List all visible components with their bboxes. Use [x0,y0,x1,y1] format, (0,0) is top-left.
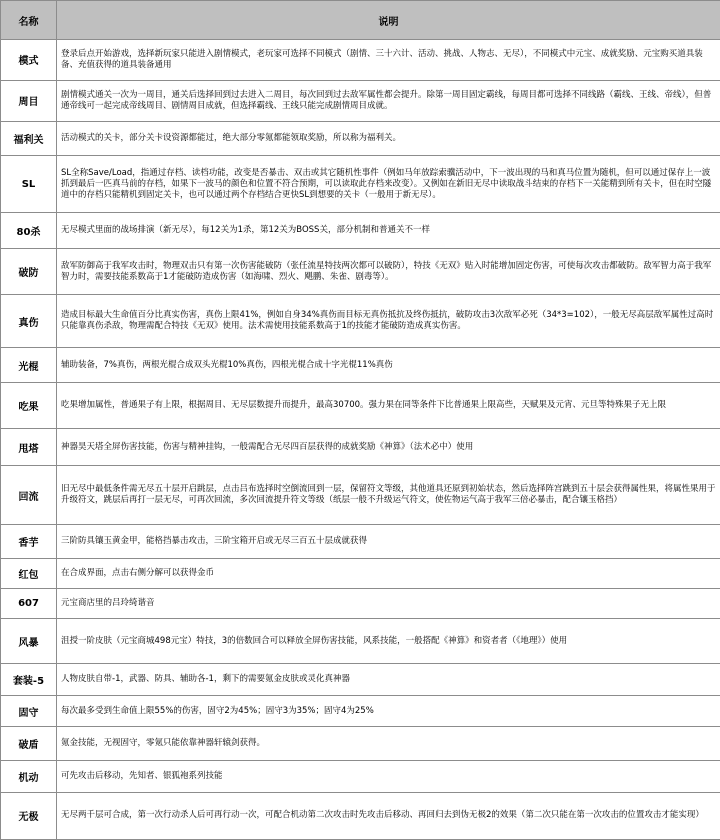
term-cell: 回流 [1,466,57,525]
term-cell: 607 [1,589,57,619]
header-description: 说明 [57,1,720,40]
term-cell: 光棍 [1,348,57,383]
table-row [1,695,720,727]
description-cell: SL全称Save/Load，指通过存档、读档功能，改变是否暴击、双击或其它随机性事件（例如马年放踪索骥活动中，下一波出现的马和真马位置为随机，但可以通过保存上一波抓到最后一匹真马前的存档，如果下一波马的颜色和位置不符合预期，可以读取此存档来改变）。又例如在新旧无尽中读取战斗结束的存档下一关能精到所有关卡，但在时空隧道中的存档只能精机到固定关卡，也可以通过两个存档结合更快SL到想要的关卡（一般用于新无尽）。 [57,155,720,212]
header-row [1,1,720,40]
table-row [1,80,720,122]
term-cell: 红包 [1,558,57,588]
term-cell: SL [1,155,57,212]
header-term: 名称 [1,1,57,40]
description-cell: 无尽模式里面的战场排演（新无尽），每12关为1杀，第12关为BOSS关，部分机制和普通关不一样 [57,213,720,249]
table-row [1,727,720,761]
table-row [1,664,720,696]
term-cell: 风暴 [1,619,57,664]
table-row [1,619,720,664]
table-row [1,40,720,81]
description-cell: 元宝商店里的吕玲绮谐音 [57,589,720,619]
table-row [1,249,720,295]
table-row [1,589,720,619]
table-row [1,155,720,212]
table-row [1,466,720,525]
term-cell: 福利关 [1,122,57,156]
table-row [1,383,720,429]
description-cell: 氪金技能，无视固守，零氪只能依靠神器轩辕剑获得。 [57,727,720,761]
description-cell: 活动模式的关卡，部分关卡设资源都能过，绝大部分零氪都能领取奖励，所以称为福利关。 [57,122,720,156]
description-cell: 辅助装备，7%真伤，两根光棍合成双头光棍10%真伤，四根光棍合成十字光棍11%真伤 [57,348,720,383]
description-cell: 无尽两千层可合成，第一次行动杀人后可再行动一次，可配合机动第二次攻击时先攻击后移动、再回归去到伪无极2的效果（第二次只能在第一次攻击的位置攻击才能实现） [57,792,720,839]
table-row [1,429,720,466]
description-cell: 登录后点开始游戏，选择新玩家只能进入剧情模式，老玩家可选择不同模式（剧情、三十六计、活动、挑战、人物志、无尽），不同模式中元宝、成就奖励、元宝购买道具装备、充值获得的道具装备通用 [57,40,720,81]
table-row [1,213,720,249]
description-cell: 剧情模式通关一次为一周目，通关后选择回到过去进入二周目，每次回到过去敌军属性都会提升。除第一周目固定霸线，每周目都可选择不同线路（霸线、王线、帝线），但普通帝线可一起完成帝线周目、剧情周目成就，但选择霸线、王线只能完成剧情周目成就。 [57,80,720,122]
table-row [1,761,720,793]
term-cell: 香芋 [1,524,57,558]
term-cell: 80杀 [1,213,57,249]
term-cell: 固守 [1,695,57,727]
table-row [1,122,720,156]
term-cell: 周目 [1,80,57,122]
description-cell: 人物皮肤自带-1，武器、防具、辅助各-1，剩下的需要氪金皮肤或灵化真神器 [57,664,720,696]
term-cell: 模式 [1,40,57,81]
description-cell: 神器昊天塔全屏伤害技能，伤害与精神挂钩，一般需配合无尽四百层获得的成就奖励《神算》（法术必中）使用 [57,429,720,466]
table-row [1,348,720,383]
term-cell: 吃果 [1,383,57,429]
term-cell: 无极 [1,792,57,839]
table-row [1,792,720,839]
description-cell: 每次最多受到生命值上限55%的伤害，固守2为45%；固守3为35%；固守4为25% [57,695,720,727]
term-cell: 真伤 [1,295,57,348]
description-cell: 吃果增加属性，普通果子有上限，根据周目、无尽层数提升而提升，最高30700。强力果在同等条件下比普通果上限高些，天赋果及元宵、元旦等特殊果子无上限 [57,383,720,429]
description-cell: 敌军防御高于我军攻击时，物理双击只有第一次伤害能破防（张任流星特技两次都可以破防），特技《无双》贴入时能增加固定伤害，可使每次攻击都破防。敌军智力高于我军智力时，需要技能系数高于1才能破防造成伤害（如海啸、烈火、飓鹏、朱雀、剧毒等）。 [57,249,720,295]
term-cell: 套装-5 [1,664,57,696]
table-row [1,295,720,348]
description-cell: 旧无尽中最低条件需无尽五十层开启跳层，点击吕布选择时空倒流回到一层，保留符文等级，其他道具还原到初始状态，然后选择阵宫跳到五十层会获得属性果，将属性果用于升级符文，跳层后再打一层无尽，可再次回流，多次回流提升符文等级（纸层一般不升级运气符文，使佐物运气高于我军三倍必暴击，配合镶玉格挡） [57,466,720,525]
term-cell: 破盾 [1,727,57,761]
term-cell: 破防 [1,249,57,295]
table-row [1,524,720,558]
term-cell: 机动 [1,761,57,793]
description-cell: 沮授一阶皮肤（元宝商城498元宝）特技，3的倍数回合可以释放全屏伤害技能，风系技能，一般搭配《神算》和资者者（《地理》）使用 [57,619,720,664]
table-row [1,558,720,588]
description-cell: 三阶防具镶玉黄金甲，能格挡暴击攻击，三阶宝箱开启或无尽三百五十层成就获得 [57,524,720,558]
description-cell: 造成目标最大生命值百分比真实伤害，真伤上限41%，例如自身34%真伤而目标无真伤抵抗及终伤抵抗，破防攻击3次敌军必死（34*3=102），一般无尽高层敌军属性过高时只能靠真伤杀敌，物理需配合特技《无双》使用。法术需使用技能系数高于1的技能才能破防造成真实伤害。 [57,295,720,348]
description-cell: 可先攻击后移动，先知者、银狐袍系列技能 [57,761,720,793]
description-cell: 在合成界面，点击右侧分解可以获得金币 [57,558,720,588]
term-cell: 甩塔 [1,429,57,466]
